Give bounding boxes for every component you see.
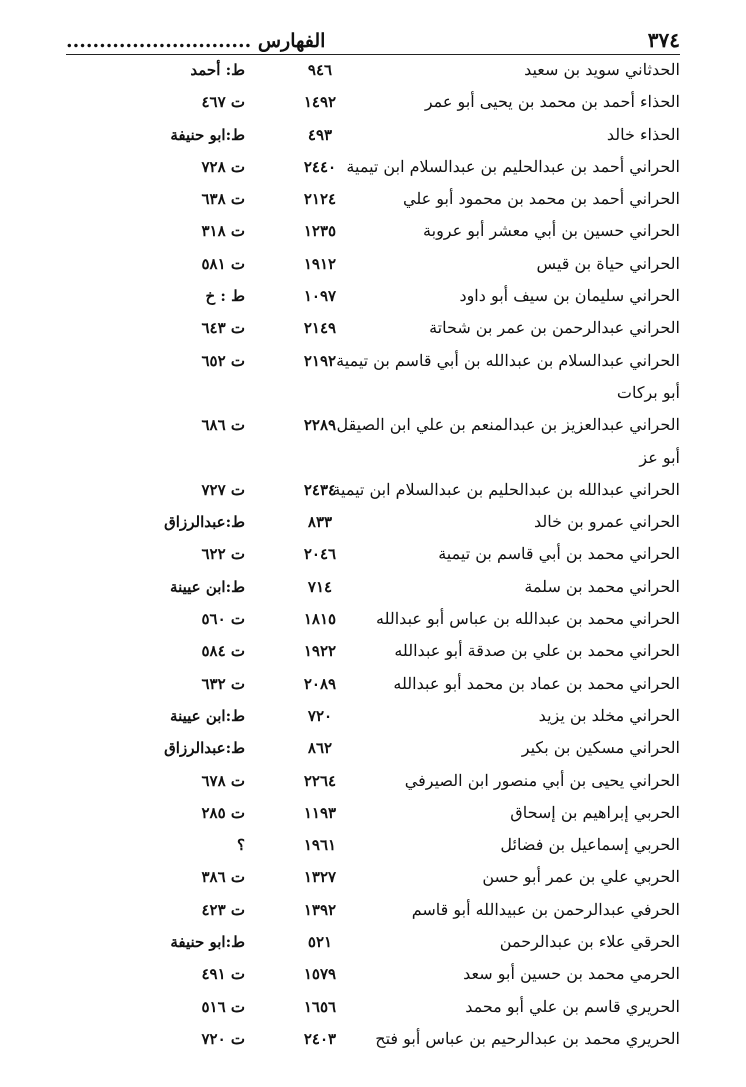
entry-number: ٨٦٢	[307, 739, 333, 758]
index-list	[0, 54, 746, 1055]
entry-number: ٤٩٣	[307, 125, 333, 144]
entry-note: ت ٧٢٧	[201, 480, 245, 499]
entry-note: ت ٥٨١	[201, 254, 245, 273]
entry-note: ت ٦٨٦	[201, 416, 245, 435]
index-entry	[0, 958, 746, 990]
entry-name: الحرمي محمد بن حسين أبو سعد	[463, 964, 680, 984]
entry-note: ت ٧٢٨	[201, 157, 245, 176]
entry-note: ط:ابن عيينة	[170, 706, 245, 725]
entry-number: ٢١٩٢	[303, 351, 337, 370]
entry-name: الحراني سليمان بن سيف أبو داود	[459, 286, 680, 306]
index-entry	[0, 732, 746, 764]
entry-number: ٢٢٦٤	[303, 771, 337, 790]
index-entry	[0, 312, 746, 344]
entry-name: الحراني محمد بن عبدالله بن عباس أبو عبدالله	[375, 609, 680, 629]
entry-note: ؟	[237, 836, 245, 855]
index-entry	[0, 603, 746, 635]
entry-number: ١٩٦١	[303, 836, 337, 855]
index-entry	[0, 119, 746, 151]
entry-name: الحرقي علاء بن عبدالرحمن	[499, 932, 680, 952]
entry-note: ط: أحمد	[190, 61, 245, 79]
entry-note: ت ٤٦٧	[201, 93, 245, 112]
index-entry	[0, 215, 746, 247]
index-entry	[0, 183, 746, 215]
page-header	[66, 22, 680, 55]
entry-name: الحراني حسين بن أبي معشر أبو عروبة	[423, 221, 680, 241]
entry-name: الحذاء خالد	[606, 124, 680, 144]
entry-number: ١١٩٣	[303, 803, 337, 822]
entry-name: الحراني محمد بن أبي قاسم بن تيمية	[438, 544, 680, 564]
index-entry	[0, 991, 746, 1023]
entry-number: ٢٠٨٩	[303, 674, 337, 693]
entry-number: ٢٤٤٠	[303, 157, 337, 176]
entry-number: ١٩١٢	[303, 254, 337, 273]
entry-number: ٨٣٣	[307, 513, 333, 532]
index-entry	[0, 345, 746, 377]
index-entry	[0, 409, 746, 441]
page-number: ٣٧٤	[647, 28, 680, 52]
entry-number: ٢٠٤٦	[303, 545, 337, 564]
entry-number: ٧١٤	[307, 577, 333, 596]
index-entry	[0, 538, 746, 570]
entry-note: ط : خ	[205, 287, 245, 306]
index-entry	[0, 765, 746, 797]
index-entry	[0, 280, 746, 312]
entry-number: ١٢٣٥	[303, 222, 337, 241]
entry-number: ١٣٩٢	[303, 900, 337, 919]
index-entry	[0, 829, 746, 861]
index-entry	[0, 151, 746, 183]
entry-note: ط:ابو حنيفة	[170, 933, 245, 952]
entry-note: ت ٣١٨	[201, 222, 245, 241]
index-entry	[0, 894, 746, 926]
entry-name: الحذاء أحمد بن محمد بن يحيى أبو عمر	[424, 92, 680, 112]
entry-name: الحراني عبدالعزيز بن عبدالمنعم بن علي ابن الصيقل	[336, 415, 680, 435]
entry-note: ط:عبدالرزاق	[164, 739, 245, 758]
entry-note: ط:عبدالرزاق	[164, 513, 245, 532]
page-title: الفهارس ............................	[66, 30, 326, 52]
entry-note: ت ٦٣٢	[201, 674, 245, 693]
entry-note: ت ٦٧٨	[201, 771, 245, 790]
index-entry	[0, 668, 746, 700]
entry-note: ت ٣٨٦	[201, 868, 245, 887]
entry-number: ٧٢٠	[307, 706, 333, 725]
entry-name: الحربي إسماعيل بن فضائل	[500, 835, 680, 855]
entry-name: الحراني عبدالسلام بن عبدالله بن أبي قاسم بن تيمية	[336, 350, 680, 370]
entry-name: الحراني أحمد بن عبدالحليم بن عبدالسلام ابن تيمية	[346, 156, 680, 176]
entry-number: ١٠٩٧	[303, 287, 337, 306]
entry-number: ١٤٩٢	[303, 93, 337, 112]
entry-name: الحراني محمد بن سلمة	[524, 576, 680, 596]
entry-name: الحراني مخلد بن يزيد	[538, 705, 680, 725]
index-entry	[0, 797, 746, 829]
index-entry	[0, 635, 746, 667]
entry-name: الحرفي عبدالرحمن بن عبيدالله أبو قاسم	[411, 899, 680, 919]
index-entry	[0, 506, 746, 538]
index-entry	[0, 571, 746, 603]
entry-note: ت ٦٤٣	[201, 319, 245, 338]
index-entry	[0, 54, 746, 86]
entry-number: ٢١٤٩	[303, 319, 337, 338]
entry-note: ت ٥٨٤	[201, 642, 245, 661]
index-entry	[0, 926, 746, 958]
entry-name: الحربي إبراهيم بن إسحاق	[510, 802, 680, 822]
entry-note: ط:ابن عيينة	[170, 577, 245, 596]
entry-number: ٢٤٣٤	[303, 480, 337, 499]
entry-note: ت ٥١٦	[201, 997, 245, 1016]
entry-number: ١٦٥٦	[303, 997, 337, 1016]
entry-name: الحراني عمرو بن خالد	[534, 512, 680, 532]
entry-number: ٢٤٠٣	[303, 1029, 337, 1048]
index-entry	[0, 377, 746, 409]
entry-note: ت ٤٢٣	[201, 900, 245, 919]
index-entry	[0, 861, 746, 893]
entry-name: أبو بركات	[616, 382, 680, 402]
index-entry	[0, 700, 746, 732]
entry-name: الحراني عبدالله بن عبدالحليم بن عبدالسلام ابن تيمية	[332, 479, 680, 499]
entry-number: ٥٢١	[307, 933, 333, 952]
index-entry	[0, 86, 746, 118]
entry-name: الحراني أحمد بن محمد بن محمود أبو علي	[403, 189, 680, 209]
entry-number: ٢١٢٤	[303, 190, 337, 209]
entry-note: ت ٢٨٥	[201, 803, 245, 822]
entry-note: ت ٥٦٠	[201, 610, 245, 629]
index-entry	[0, 248, 746, 280]
index-entry	[0, 442, 746, 474]
entry-number: ١٣٢٧	[303, 868, 337, 887]
index-entry	[0, 474, 746, 506]
entry-note: ت ٧٢٠	[201, 1029, 245, 1048]
entry-name: الحراني عبدالرحمن بن عمر بن شحاتة	[429, 318, 680, 338]
entry-number: ١٨١٥	[303, 610, 337, 629]
entry-number: ١٥٧٩	[303, 965, 337, 984]
entry-note: ت ٦٢٢	[201, 545, 245, 564]
entry-name: الحراني مسكين بن بكير	[521, 738, 680, 758]
entry-note: ت ٤٩١	[201, 965, 245, 984]
entry-name: الحريري محمد بن عبدالرحيم بن عباس أبو فتح	[375, 1028, 680, 1048]
entry-name: الحراني محمد بن عماد بن محمد أبو عبدالله	[393, 673, 680, 693]
entry-name: الحريري قاسم بن علي أبو محمد	[465, 996, 680, 1016]
entry-name: الحراني محمد بن علي بن صدقة أبو عبدالله	[394, 641, 680, 661]
index-entry	[0, 1023, 746, 1055]
entry-number: ١٩٢٢	[303, 642, 337, 661]
entry-name: الحراني حياة بن قيس	[536, 253, 680, 273]
entry-number: ٩٤٦	[307, 61, 333, 79]
entry-name: الحراني يحيى بن أبي منصور ابن الصيرفي	[404, 770, 680, 790]
entry-name: الحربي علي بن عمر أبو حسن	[482, 867, 680, 887]
entry-number: ٢٢٨٩	[303, 416, 337, 435]
entry-note: ت ٦٥٢	[201, 351, 245, 370]
entry-name: الحدثاني سويد بن سعيد	[524, 60, 680, 79]
entry-note: ت ٦٣٨	[201, 190, 245, 209]
entry-name: أبو عز	[639, 447, 680, 467]
entry-note: ط:ابو حنيفة	[170, 125, 245, 144]
